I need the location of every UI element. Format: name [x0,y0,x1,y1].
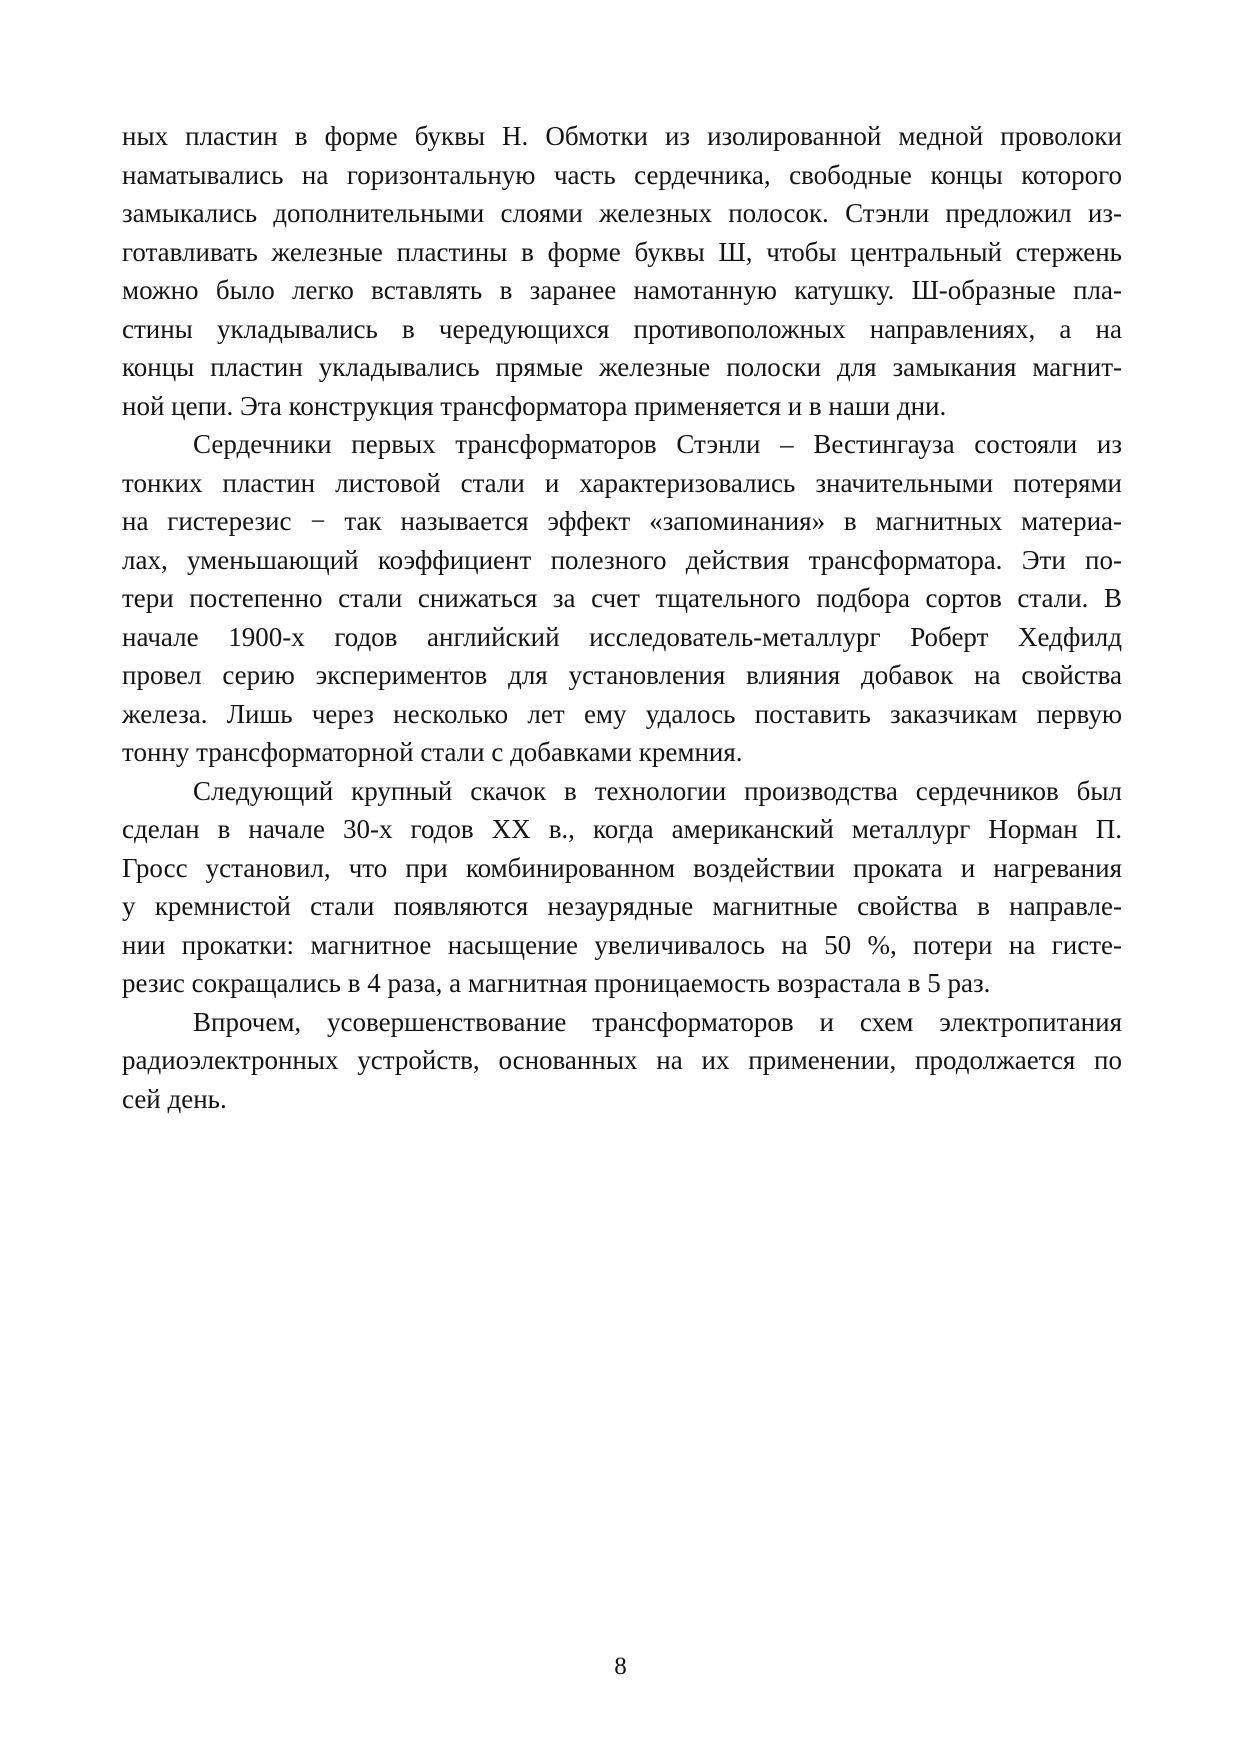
text-line: концы пластин укладывались прямые железные полоски для замыкания магнит- [122,352,1122,382]
text-line: Гросс установил, что при комбинированном воздействии проката и нагревания [122,852,1122,883]
text-line: тери постепенно стали снижаться за счет тщательного подбора сортов стали. В [122,583,1122,613]
text-line: тонких пластин листовой стали и характеризовались значительными потерями [122,467,1122,498]
text-line: ных пластин в форме буквы Н. Обмотки из изолированной медной проволоки [122,121,1122,151]
text-line: железа. Лишь через несколько лет ему удалось поставить заказчикам первую [122,698,1122,729]
paragraph-goss-silicon-steel [122,772,1122,1003]
body-text [122,117,1122,1118]
text-line: у кремнистой стали появляются незаурядные магнитные свойства в направле- [122,891,1122,921]
page-number: 8 [614,1653,627,1680]
text-line: можно было легко вставлять в заранее намотанную катушку. Ш-образные пла- [122,275,1122,305]
text-line: на гистерезис − так называется эффект «запоминания» в магнитных материа- [122,506,1122,536]
text-line: стины укладывались в чередующихся противоположных направлениях, а на [122,313,1122,344]
text-line: сей день. [122,1083,227,1114]
text-line: лах, уменьшающий коэффициент полезного действия трансформатора. Эти по- [122,544,1122,575]
paragraph-stanley-westinghouse-cores [122,425,1122,772]
paragraph-transformer-core-design [122,117,1122,425]
text-line: тонну трансформаторной стали с добавками кремния. [122,737,743,767]
text-line: резис сокращались в 4 раза, а магнитная проницаемость возрастала в 5 раз. [122,968,991,998]
text-line: сделан в начале 30-х годов XX в., когда американский металлург Норман П. [122,814,1122,844]
text-line: Впрочем, усовершенствование трансформаторов и схем электропитания [193,1006,1122,1037]
text-line: ной цепи. Эта конструкция трансформатора применяется и в наши дни. [122,390,947,421]
text-line: Следующий крупный скачок в технологии производства сердечников был [193,775,1122,806]
text-line: наматывались на горизонтальную часть сердечника, свободные концы которого [122,159,1122,190]
text-line: нии прокатки: магнитное насыщение увеличивалось на 50 %, потери на гисте- [122,929,1122,960]
text-line: готавливать железные пластины в форме буквы Ш, чтобы центральный стержень [122,236,1122,267]
text-line: провел серию экспериментов для установления влияния добавок на свойства [122,660,1122,690]
text-line: замыкались дополнительными слоями железных полосок. Стэнли предложил из- [122,198,1122,228]
text-line: Сердечники первых трансформаторов Стэнли – Вестингауза состояли из [193,429,1122,459]
text-line: радиоэлектронных устройств, основанных на их применении, продолжается по [122,1045,1122,1075]
paragraph-conclusion [122,1003,1122,1119]
text-line: начале 1900-х годов английский исследователь-металлург Роберт Хедфилд [122,621,1122,652]
